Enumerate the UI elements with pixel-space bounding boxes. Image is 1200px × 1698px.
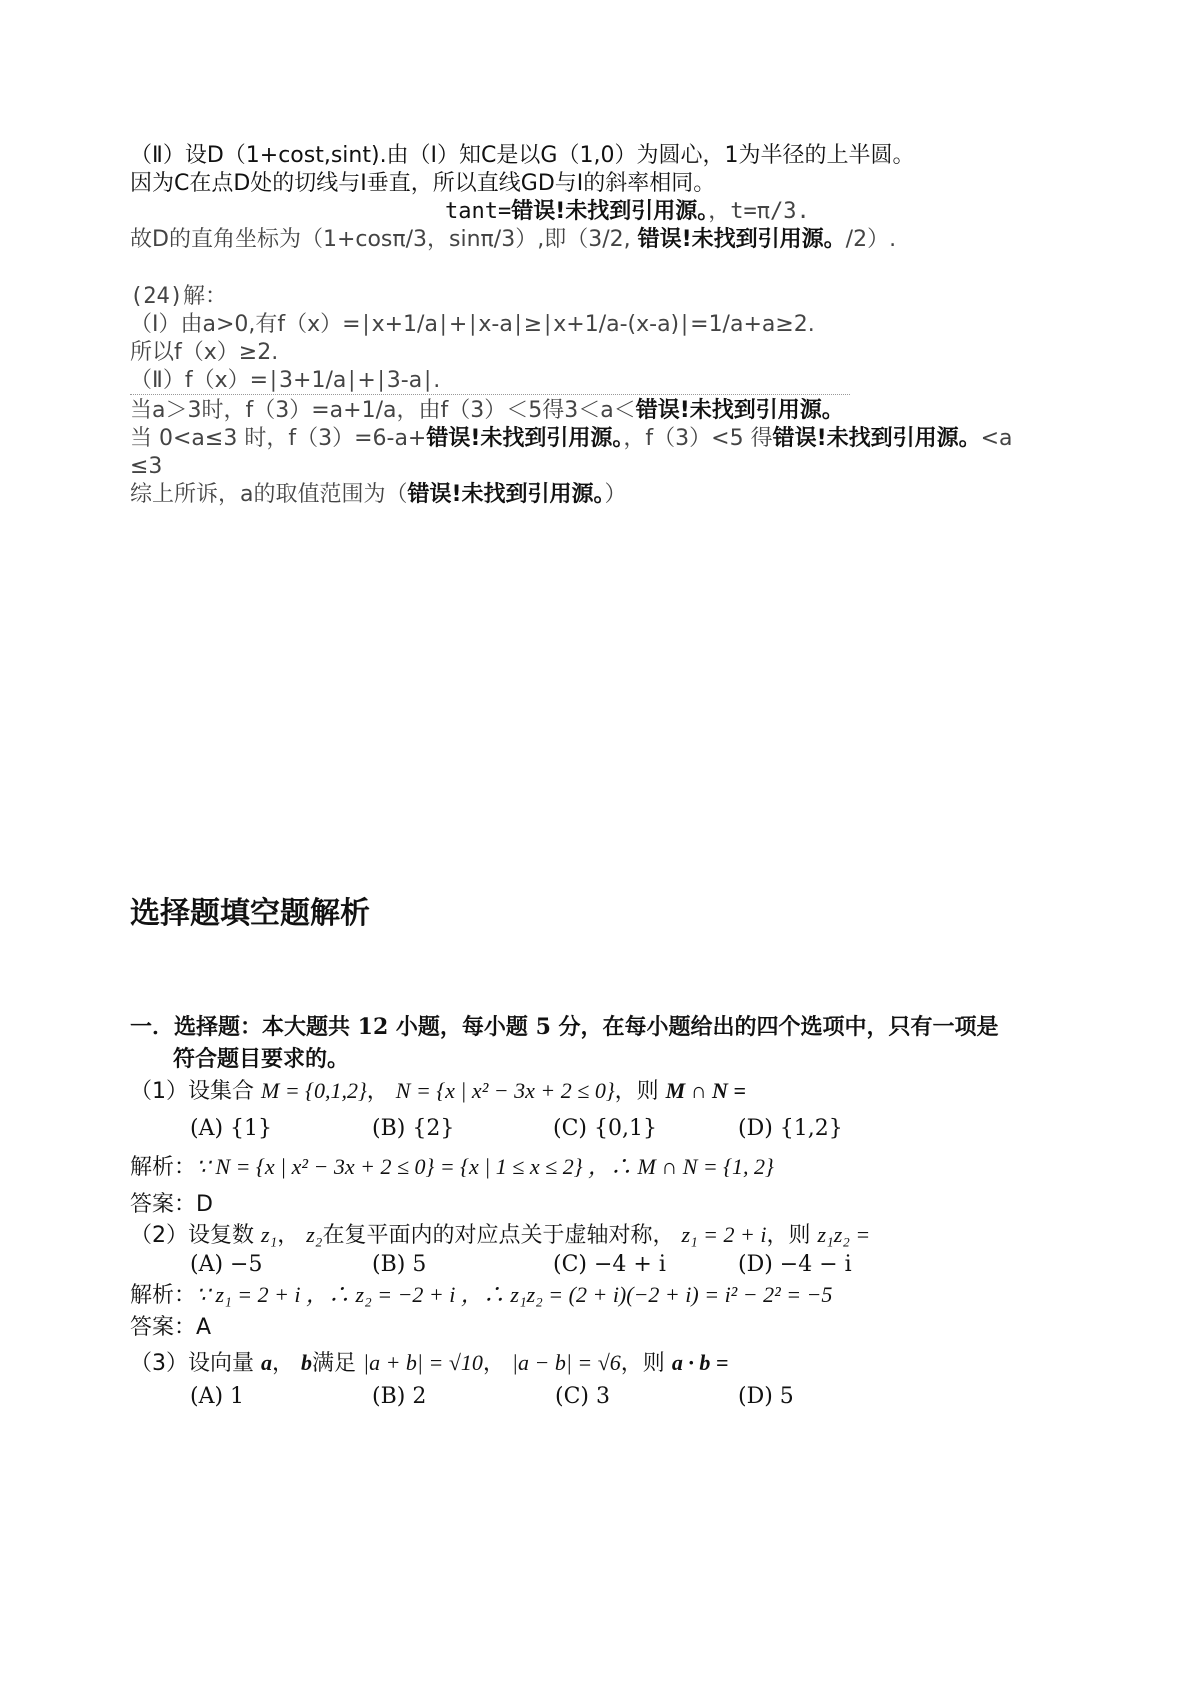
text-line: tant=错误!未找到引用源。，t=π/3. [445, 199, 810, 224]
text-line: 当 0<a≤3 时，f（3）=6-a+错误!未找到引用源。，f（3）<5 得错误!未找到引用源。<a [130, 426, 1013, 451]
divider [130, 394, 850, 395]
error-reference: 错误!未找到引用源。 [635, 398, 844, 423]
error-reference: 错误!未找到引用源。 [407, 482, 605, 507]
option-a: (A) −5 [190, 1252, 263, 1277]
option-d: (D) {1,2} [738, 1116, 843, 1141]
error-reference: 错误!未找到引用源。 [426, 426, 624, 451]
analysis: 解析：∵ z₁ = 2 + i ，∴ z₂ = −2 + i ，∴ z₁z₂ = (2 + i)(−2 + i) = i² − 2² = −5 [130, 1282, 833, 1308]
error-reference: 错误!未找到引用源。 [637, 227, 846, 252]
option-c: (C) 3 [555, 1384, 610, 1409]
option-a: (A) {1} [190, 1116, 273, 1141]
section-title: 一．选择题：本大题共 12 小题，每小题 5 分，在每小题给出的四个选项中，只有一项是 [130, 1014, 999, 1040]
text-line: 当a＞3时，f（3）=a+1/a，由f（3）＜5得3＜a＜错误!未找到引用源。 [130, 398, 844, 423]
option-b: (B) {2} [372, 1116, 455, 1141]
option-c: (C) −4 + i [553, 1252, 666, 1277]
text-line: 故D的直角坐标为（1+cosπ/3，sinπ/3）,即（3/2, 错误!未找到引用源。/2）. [130, 227, 897, 252]
section-heading: 选择题填空题解析 [130, 896, 370, 931]
text-line: ≤3 [130, 454, 163, 479]
text-line: 因为C在点D处的切线与I垂直，所以直线GD与I的斜率相同。 [130, 171, 716, 196]
option-b: (B) 5 [372, 1252, 427, 1277]
text-line: 所以f（x）≥2. [130, 340, 279, 365]
analysis: 解析：∵ N = {x | x² − 3x + 2 ≤ 0} = {x | 1 ≤ x ≤ 2} ，∴ M ∩ N = {1, 2} [130, 1154, 774, 1180]
text-line: （Ⅱ）f（x）=∣3+1/a∣+∣3-a∣. [130, 368, 441, 393]
option-a: (A) 1 [190, 1384, 245, 1409]
option-c: (C) {0,1} [553, 1116, 657, 1141]
question-number: (24)解： [130, 284, 227, 309]
option-d: (D) −4 − i [738, 1252, 852, 1277]
text-line: 综上所诉，a的取值范围为（错误!未找到引用源。） [130, 482, 627, 507]
question-stem: （3）设向量 a， b满足 |a + b| = √10， |a − b| = √6，则 a · b = [130, 1350, 729, 1376]
section-title: 符合题目要求的。 [173, 1046, 350, 1072]
question-stem: （2）设复数 z₁， z₂在复平面内的对应点关于虚轴对称， z₁ = 2 + i，则 z₁z₂ = [130, 1222, 871, 1248]
option-b: (B) 2 [372, 1384, 427, 1409]
answer: 答案：D [130, 1192, 213, 1217]
error-reference: 错误!未找到引用源。 [511, 199, 709, 224]
text-line: （Ⅰ）由a>0,有f（x）=∣x+1/a∣+∣x-a∣≥∣x+1/a-(x-a)∣=1/a+a≥2. [130, 312, 815, 337]
error-reference: 错误!未找到引用源。 [772, 426, 981, 451]
answer: 答案：A [130, 1315, 212, 1340]
question-stem: （1）设集合 M = {0,1,2}， N = {x | x² − 3x + 2 ≤ 0}，则 M ∩ N = [130, 1078, 746, 1104]
option-d: (D) 5 [738, 1384, 794, 1409]
text-line: （Ⅱ）设D（1+cost,sint).由（Ⅰ）知C是以G（1,0）为圆心，1为半径的上半圆。 [130, 143, 915, 168]
